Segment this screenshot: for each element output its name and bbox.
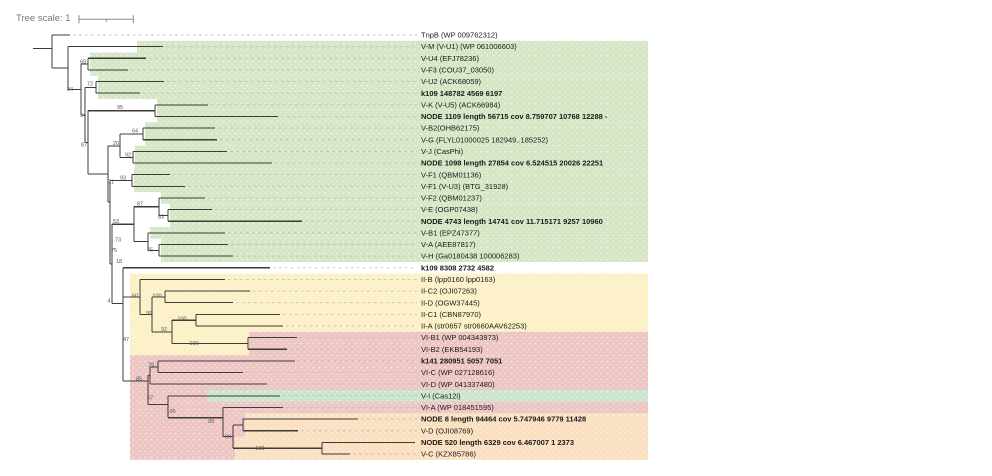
leaf-label[interactable]: V-F2 (QBM01237)	[421, 193, 482, 203]
bootstrap-value: 99	[207, 419, 215, 425]
leaf-label[interactable]: NODE 4743 length 14741 cov 11.715171 9257 10960	[421, 216, 603, 226]
bootstrap-value: 18	[115, 259, 123, 265]
bootstrap-value: 71	[107, 179, 115, 186]
bootstrap-value: 83	[157, 214, 165, 221]
bootstrap-value: 95	[116, 105, 124, 111]
bootstrap-value: 99	[145, 311, 153, 317]
bootstrap-value: 92	[124, 152, 132, 159]
clade-range-green	[161, 239, 648, 262]
leaf-label[interactable]: V-U2 (ACK68059)	[421, 77, 482, 87]
clade-range-green	[90, 53, 648, 76]
bootstrap-value: 73	[114, 237, 122, 244]
bootstrap-value: 84	[66, 87, 74, 93]
leaf-label[interactable]: k109 148782 4569 6197	[421, 88, 503, 98]
bootstrap-value: 64	[131, 128, 139, 135]
leaf-label[interactable]: V-D (OJI08769)	[421, 426, 474, 436]
bootstrap-value: 69	[79, 59, 87, 66]
bootstrap-value: 100	[189, 341, 199, 347]
clade-range-pink	[130, 413, 245, 436]
bootstrap-value: 20	[112, 141, 120, 147]
bootstrap-value: 75	[110, 248, 118, 254]
bootstrap-value: 100	[255, 446, 265, 452]
bootstrap-value: 93	[119, 175, 127, 182]
bootstrap-value: 60	[131, 293, 139, 300]
bootstrap-value: 99	[224, 434, 232, 441]
leaf-label[interactable]: NODE 520 length 6329 cov 6.467007 1 2373	[421, 437, 575, 447]
tree-scale-label: Tree scale: 1	[16, 13, 71, 24]
bootstrap-value: 54	[79, 113, 87, 119]
bootstrap-value: 100	[152, 293, 162, 300]
leaf-label[interactable]: k109 8308 2732 4582	[421, 263, 494, 273]
leaf-label[interactable]: VI-B2 (EKB54193)	[421, 344, 483, 354]
leaf-label[interactable]: II-C2 (OJI07263)	[421, 286, 477, 296]
tree-scale-legend	[16, 13, 133, 24]
bootstrap-value: 85	[135, 376, 143, 383]
leaf-label[interactable]: V-B1 (EPZ47377)	[421, 228, 480, 238]
leaf-label[interactable]: II-A (str0657 str0660AAV62253)	[421, 321, 527, 331]
bootstrap-value: 47	[122, 337, 130, 343]
leaf-label[interactable]: NODE 1109 length 56715 cov 8.759707 10768 12288 -	[421, 112, 608, 122]
leaf-label[interactable]: VI-A (WP 018451595)	[421, 403, 494, 413]
bootstrap-value: 4	[107, 298, 111, 305]
clade-range-green	[134, 169, 648, 192]
clade-color-ranges	[90, 41, 648, 460]
leaf-label[interactable]: V-B2(OHB62175)	[421, 123, 480, 133]
leaf-label[interactable]: VI-C (WP 027128616)	[421, 368, 495, 378]
leaf-label[interactable]: V-C (KZX85786)	[421, 449, 477, 459]
bootstrap-value: 67	[146, 395, 154, 402]
bootstrap-value: 100	[177, 316, 187, 323]
leaf-label[interactable]: VI-D (WP 041337480)	[421, 379, 495, 389]
leaf-label[interactable]: NODE 1098 length 27854 cov 6.524515 20026 22251	[421, 158, 604, 168]
bootstrap-value: 75	[146, 247, 154, 254]
bootstrap-value: 100	[166, 409, 176, 415]
leaf-label[interactable]: V-A (AEE87817)	[421, 240, 476, 250]
leaf-label[interactable]: V-I (Cas12i)	[421, 391, 461, 401]
leaf-label[interactable]: k141 280951 5057 7051	[421, 356, 503, 366]
leaf-label[interactable]: V-G (FLYL01000025 182949..185252)	[421, 135, 549, 145]
leaf-label[interactable]: NODE 8 length 94464 cov 5.747946 9779 11428	[421, 414, 587, 424]
leaf-label[interactable]: V-M (V-U1) (WP 061006603)	[421, 42, 517, 52]
clade-range-pink	[130, 434, 235, 460]
bootstrap-value: 92	[160, 327, 168, 333]
leaf-label[interactable]: V-F1 (QBM01136)	[421, 170, 482, 180]
leaf-label[interactable]: V-K (V-U5) (ACK66984)	[421, 100, 501, 110]
leaf-label[interactable]: V-J (CasPhi)	[421, 146, 464, 156]
leaf-label[interactable]: V-E (OGP07438)	[421, 205, 478, 215]
leaf-label[interactable]: TnpB (WP 009762312)	[421, 30, 498, 40]
bootstrap-value: 53	[112, 219, 120, 225]
clade-range-green	[145, 122, 648, 145]
leaf-label[interactable]: II-D (OGW37445)	[421, 298, 480, 308]
clade-range-green	[98, 76, 648, 99]
bootstrap-value: 79	[147, 362, 155, 369]
bootstrap-value: 87	[136, 201, 144, 208]
leaf-label[interactable]: V-H (Ga0180438 100006283)	[421, 251, 520, 261]
leaf-label[interactable]: II-B (lpp0160 lpp0163)	[421, 275, 496, 285]
leaf-label[interactable]: II-C1 (CBN87970)	[421, 309, 482, 319]
bootstrap-value: 87	[80, 142, 88, 149]
leaf-label[interactable]: V-U4 (EFJ78236)	[421, 53, 479, 63]
leaf-label[interactable]: VI-B1 (WP 004343973)	[421, 333, 499, 343]
leaf-label[interactable]: V-F1 (V-U3) (BTG_31928)	[421, 181, 509, 191]
clade-range-green	[137, 41, 648, 53]
bootstrap-value: 72	[86, 81, 94, 88]
leaf-label[interactable]: V-F3 (COU37_03050)	[421, 65, 494, 75]
tree-scale-bar	[79, 15, 133, 23]
